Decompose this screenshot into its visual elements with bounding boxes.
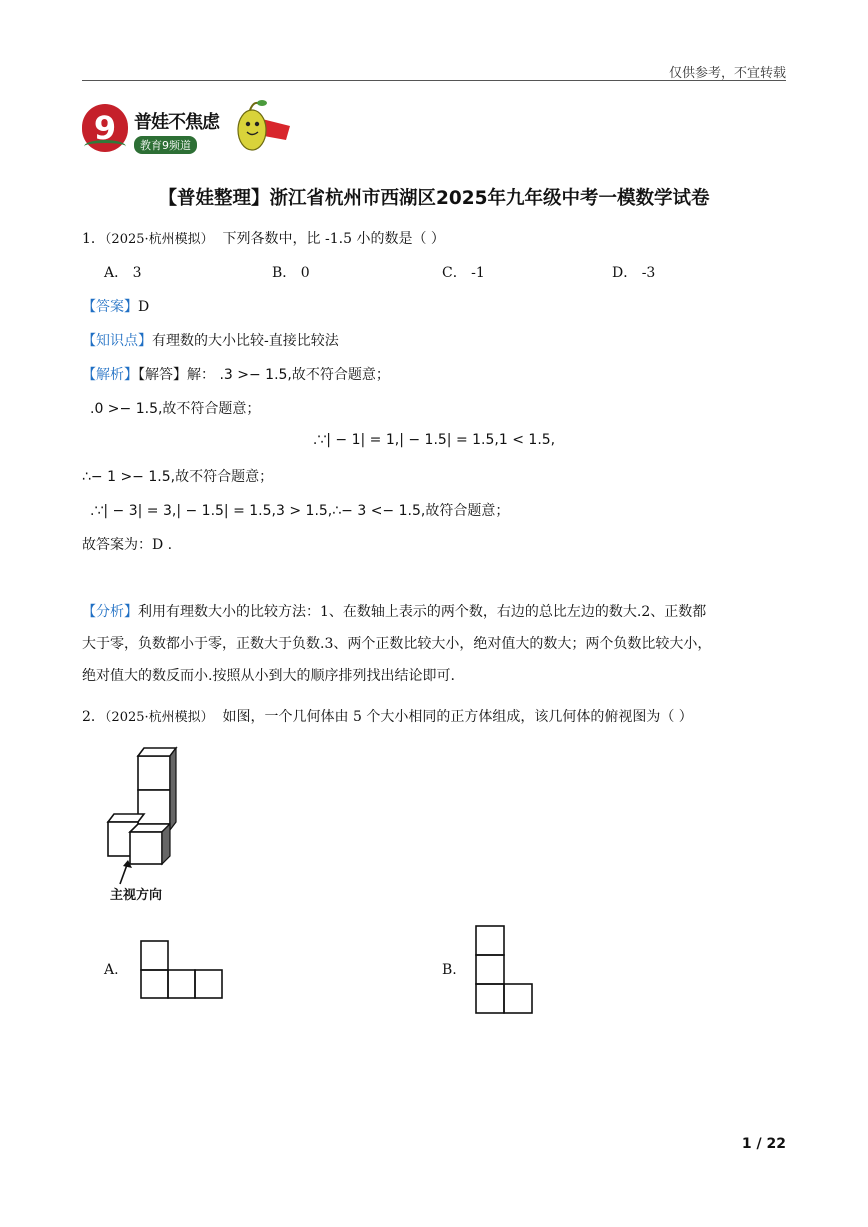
knowledge-row — [82, 330, 339, 350]
direction-arrow-icon — [104, 860, 144, 886]
mascot-icon — [228, 96, 292, 160]
question-source: （2025·杭州模拟） — [104, 710, 214, 725]
question-stem: 如图，一个几何体由 5 个大小相同的正方体组成，该几何体的俯视图为（ ） — [222, 709, 693, 725]
question-stem: 下列各数中，比 -1.5 小的数是（ ） — [222, 231, 445, 247]
answer-value: D — [138, 299, 150, 315]
option-text: -1 — [471, 265, 485, 281]
question-number: 1． — [82, 231, 105, 247]
option-b: B. — [442, 962, 457, 978]
analysis-line: .0 >− 1.5,故不符合题意； — [90, 401, 261, 417]
option-b-figure — [475, 925, 535, 1015]
header-divider — [82, 80, 786, 81]
analysis-tag: 【解析】 — [82, 367, 138, 383]
analysis-line: 故答案为：D . — [82, 537, 173, 553]
knowledge-tag: 【知识点】 — [82, 333, 152, 349]
option-b — [272, 262, 310, 282]
answer-row — [82, 296, 149, 316]
option-text: -3 — [641, 265, 656, 281]
question-number: 2． — [82, 709, 105, 725]
fenxi-tag: 【分析】 — [82, 604, 138, 620]
analysis-line: .∵| − 3| = 3,| − 1.5| = 1.5,3 > 1.5,∴− 3 <− 1.5,故符合题意； — [90, 503, 510, 519]
option-a: A. — [104, 962, 119, 978]
knowledge-text: 有理数的大小比较-直接比较法 — [152, 333, 339, 349]
book-icon — [84, 140, 126, 153]
option-c — [442, 262, 485, 282]
analysis-line: ∴− 1 >− 1.5,故不符合题意； — [82, 469, 274, 485]
logo — [82, 96, 292, 160]
question-2-header — [82, 706, 693, 726]
analysis-row-1 — [82, 364, 390, 384]
page-title: 【普娃整理】浙江省杭州市西湖区2025年九年级中考一模数学试卷 — [158, 188, 710, 209]
fenxi-line: 绝对值大的数反而小.按照从小到大的顺序排列找出结论即可. — [82, 668, 455, 684]
answer-tag: 【答案】 — [82, 299, 138, 315]
logo-tagline: 教育9频道 — [134, 136, 197, 154]
page-number: 1 / 22 — [741, 1136, 786, 1152]
fenxi-line: 利用有理数大小的比较方法：1、在数轴上表示的两个数，右边的总比左边的数大.2、正数都 — [138, 604, 707, 620]
fenxi-line: 大于零，负数都小于零，正数大于负数.3、两个正数比较大小，绝对值大的数大；两个负数比较大小， — [82, 636, 712, 652]
logo-brand: 普娃不焦虑 — [134, 112, 219, 133]
question-source: （2025·杭州模拟） — [104, 232, 214, 247]
analysis-line: 【解答】解： .3 >− 1.5,故不符合题意； — [138, 367, 390, 383]
figure-label: 主视方向 — [110, 888, 163, 903]
option-d — [612, 262, 655, 282]
option-a-figure — [140, 940, 224, 1000]
option-letter: B． — [272, 265, 297, 281]
option-letter: D． — [612, 265, 638, 281]
option-text: 0 — [300, 265, 310, 281]
fenxi-block — [82, 596, 792, 692]
cube-figure — [100, 740, 190, 870]
option-letter: C． — [442, 265, 467, 281]
question-1-header — [82, 228, 445, 248]
option-text: 3 — [132, 265, 142, 281]
analysis-line-centered: .∵| − 1| = 1,| − 1.5| = 1.5,1 < 1.5, — [312, 432, 556, 448]
logo-digit: 9 — [82, 104, 128, 152]
option-a — [104, 262, 142, 282]
header-notice: 仅供参考，不宜转载 — [668, 66, 786, 81]
option-letter: A． — [104, 265, 129, 281]
